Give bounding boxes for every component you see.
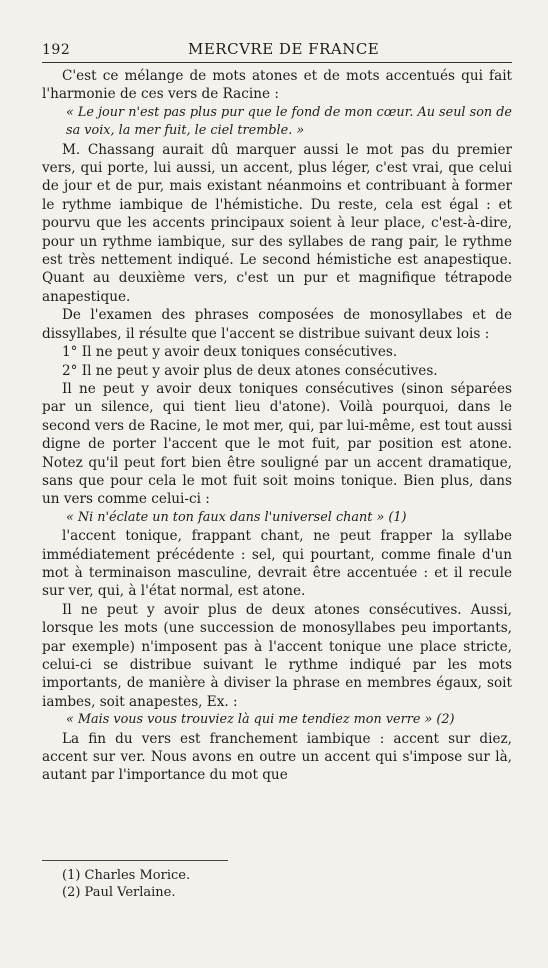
footnotes (42, 860, 228, 901)
rule-item: 2° Il ne peut y avoir plus de deux atones consécutives. (62, 362, 438, 379)
page-number: 192 (42, 42, 71, 58)
verse-quote: « Ni n'éclate un ton faux dans l'universel chant » (1) (66, 509, 407, 525)
footnote-2: (2) Paul Verlaine. (62, 885, 176, 900)
paragraph: La fin du vers est franchement iambique : accent sur diez, accent sur ver. Nous avons en outre un accent qui s'impose sur là, autant par l'importance du mot que (42, 730, 512, 784)
paragraph: Il ne peut y avoir plus de deux atones consécutives. Aussi, lorsque les mots (une succession de monosyllabes peu importants, par exemple) n'imposent pas à l'accent tonique une place stricte, celui-ci se distribue suivant le rythme indiqué par les mots importants, de manière à diviser la phrase en membres égaux, soit iambes, soit anapestes, Ex. : (42, 601, 512, 710)
paragraph: C'est ce mélange de mots atones et de mots accentués qui fait l'harmonie de ces vers de Racine : (42, 68, 512, 103)
verse-quote: « Mais vous vous trouviez là qui me tendiez mon verre » (2) (66, 712, 455, 728)
running-title: MERCVRE DE FRANCE (188, 40, 380, 58)
footnote-1: (1) Charles Morice. (62, 868, 191, 883)
paragraph: l'accent tonique, frappant chant, ne peut frapper la syllabe immédiatement précédente : sel, qui pourtant, comme finale d'un mot à terminaison masculine, devrait être accentuée : et il recule sur ver, qui, à l'état normal, est atone. (42, 528, 512, 600)
paragraph: M. Chassang aurait dû marquer aussi le mot pas du premier vers, qui porte, lui aussi, un accent, plus léger, c'est vrai, que celui de jour et de pur, mais existant néanmoins et contribuant à former le rythme iambique de l'hémistiche. Du reste, cela est égal : et pourvu que les accents principaux soient à leur place, c'est-à-dire, pour un rythme iambique, sur des syllabes de rang pair, le rythme est très nettement indiqué. Le second hémistiche est anapestique. Quant au deuxième vers, c'est un pur et magnifique tétrapode anapestique. (42, 141, 512, 305)
rule-item: 1° Il ne peut y avoir deux toniques consécutives. (62, 344, 398, 361)
verse-quote: « Le jour n'est pas plus pur que le fond de mon cœur. Au seul son de sa voix, la mer fuit, le ciel tremble. » (66, 104, 512, 139)
paragraph: Il ne peut y avoir deux toniques consécutives (sinon séparées par un silence, qui tient lieu d'atone). Voilà pourquoi, dans le second vers de Racine, le mot mer, qui, par lui-même, est tout aussi digne de porter l'accent que le mot fuit, par position est atone. Notez qu'il peut fort bien être souligné par un accent dramatique, sans que pour cela le mot fuit soit moins tonique. Bien plus, dans un vers comme celui-ci : (42, 380, 512, 508)
body-text (42, 67, 512, 785)
paragraph: De l'examen des phrases composées de monosyllabes et de dissyllabes, il résulte que l'accent se distribue suivant deux lois : (42, 307, 512, 342)
running-head (42, 40, 512, 63)
